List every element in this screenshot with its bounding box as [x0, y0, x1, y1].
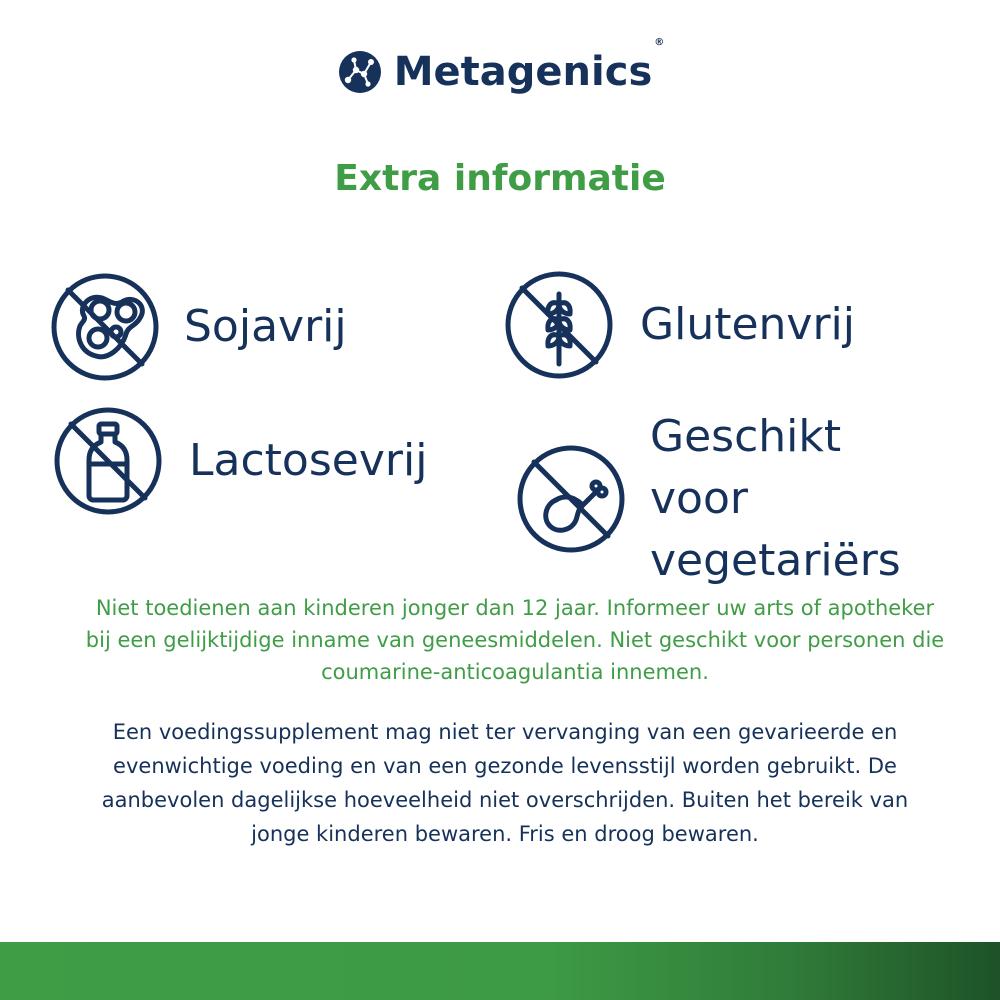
supplement-notice-line: jonge kinderen bewaren. Fris en droog bewaren.	[251, 822, 759, 846]
badge-gluten-free	[504, 270, 855, 380]
footer-band	[0, 942, 1000, 1000]
badge-vegetarian	[516, 406, 950, 592]
brand-logo	[0, 37, 1000, 95]
registered-mark: ®	[654, 37, 665, 48]
usage-warning-line: bij een gelijktijdige inname van geneesmiddelen. Niet geschikt voor personen die	[85, 628, 945, 652]
badge-label-gluten-free: Glutenvrij	[640, 299, 855, 350]
badge-label-vegetarian-line-1: Geschikt voor	[650, 411, 842, 524]
badge-lactose-free	[53, 406, 427, 516]
supplement-notice-line: aanbevolen dagelijkse hoeveelheid niet overschrijden. Buiten het bereik van	[101, 788, 909, 812]
supplement-notice-line: evenwichtige voeding en van een gezonde levensstijl worden gebruikt. De	[113, 754, 897, 778]
badge-label-vegetarian	[650, 406, 950, 592]
no-milk-icon	[53, 406, 163, 516]
badge-label-soy-free: Sojavrij	[184, 301, 347, 352]
badge-label-lactose-free: Lactosevrij	[189, 435, 428, 486]
usage-warning-line: Niet toedienen aan kinderen jonger dan 12 jaar. Informeer uw arts of apotheker	[95, 596, 935, 620]
no-wheat-icon	[504, 270, 614, 380]
usage-warning-line: coumarine-anticoagulantia innemen.	[321, 660, 709, 684]
page-title: Extra informatie	[334, 158, 666, 199]
brand-name: Metagenics®	[393, 37, 665, 95]
badge-label-vegetarian-line-2: vegetariërs	[650, 535, 901, 586]
usage-warning	[50, 592, 980, 688]
badge-soy-free	[50, 272, 347, 382]
supplement-notice	[60, 715, 950, 851]
no-soy-icon	[50, 272, 160, 382]
supplement-notice-line: Een voedingssupplement mag niet ter vervanging van een gevarieerde en	[112, 720, 898, 744]
molecule-logo-icon	[338, 50, 382, 94]
no-meat-icon	[516, 444, 626, 554]
